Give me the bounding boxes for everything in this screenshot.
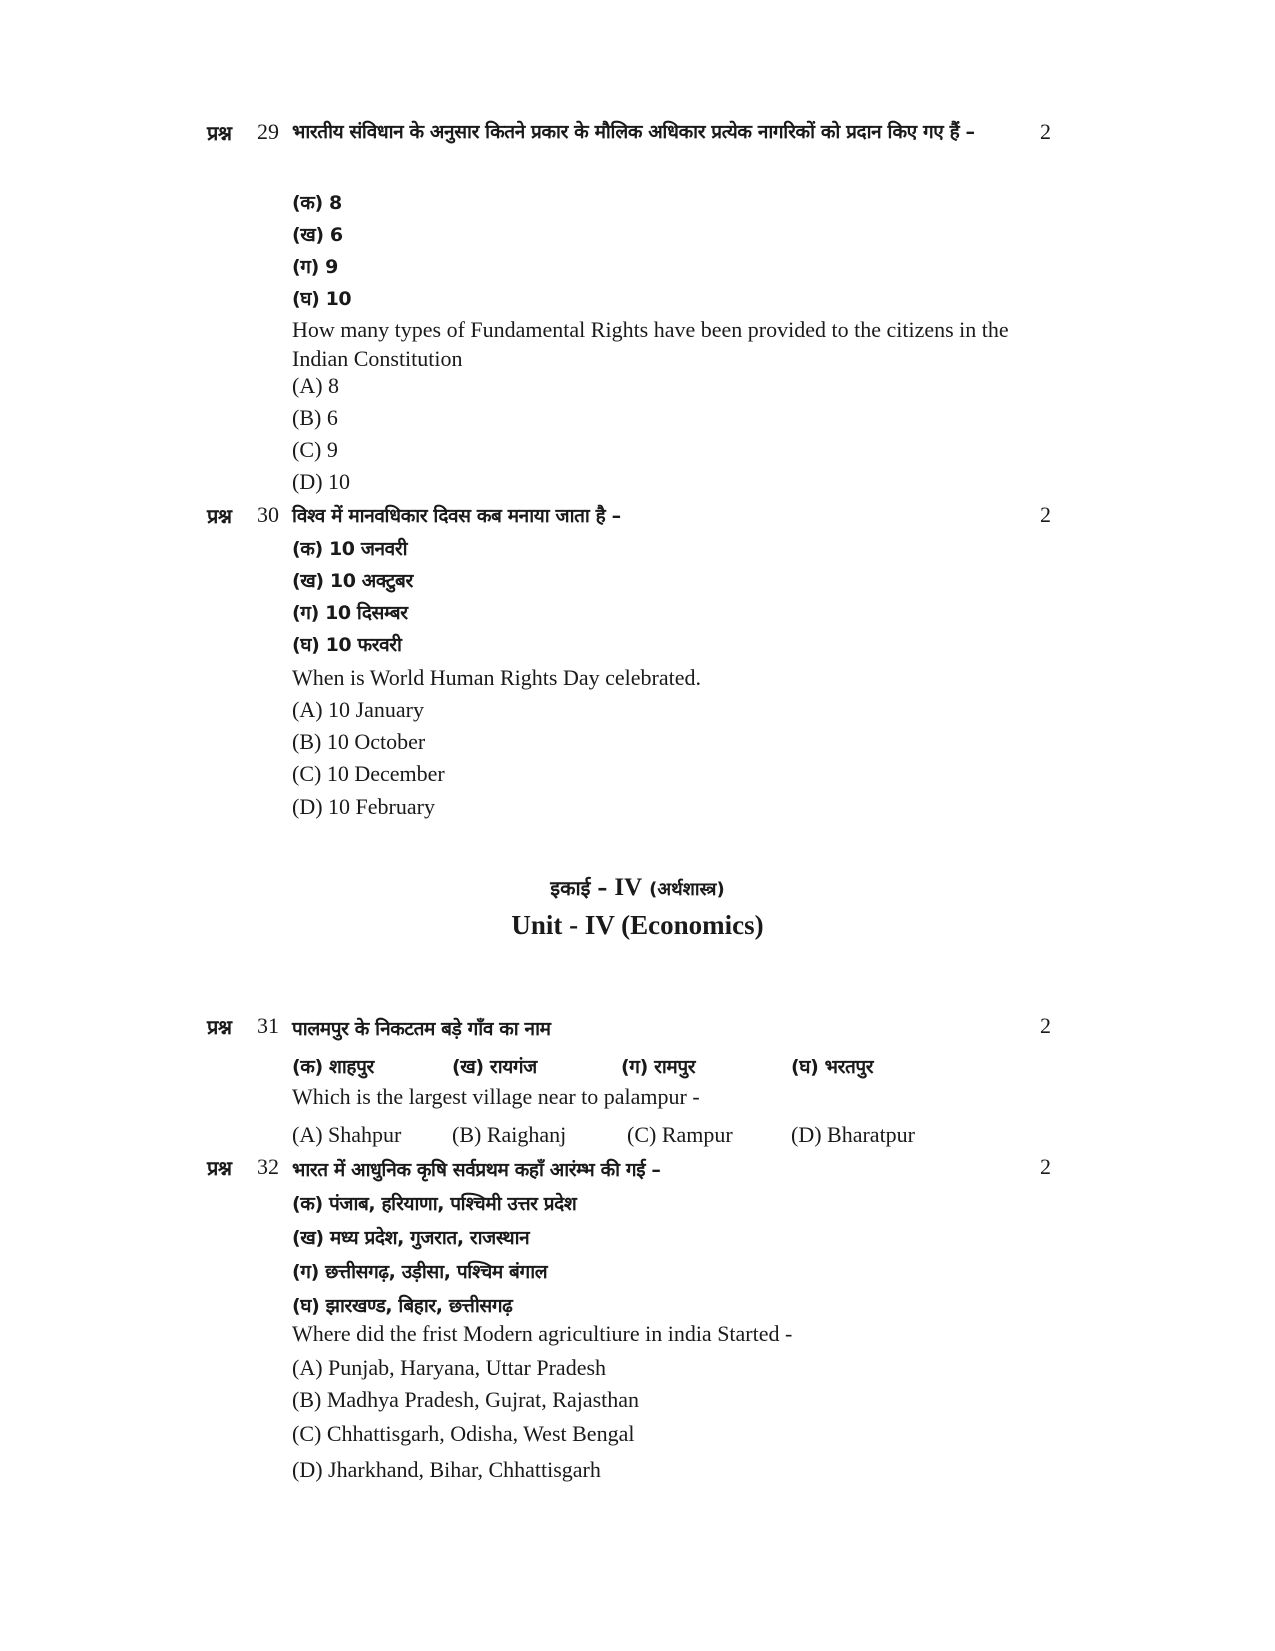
question-label: प्रश्न: [207, 1156, 232, 1180]
option-hindi: (ख) मध्य प्रदेश, गुजरात, राजस्थान: [292, 1227, 530, 1249]
question-text-english: Which is the largest village near to palampur -: [292, 1084, 700, 1109]
option-english: (C) 9: [292, 437, 338, 462]
option-english: (A) Shahpur: [292, 1122, 402, 1147]
option-english: (B) Madhya Pradesh, Gujrat, Rajasthan: [292, 1387, 640, 1412]
question-text-hindi: भारतीय संविधान के अनुसार कितने प्रकार के मौलिक अधिकार प्रत्येक नागरिकों को प्रदान किए गए हैं –: [292, 121, 975, 143]
option-english: (D) Bharatpur: [791, 1122, 916, 1147]
question-marks: 2: [1040, 1154, 1051, 1179]
option-hindi: (ख) रायगंज: [452, 1056, 537, 1078]
option-english: (D) Jharkhand, Bihar, Chhattisgarh: [292, 1457, 601, 1482]
option-hindi: (घ) 10: [292, 288, 352, 310]
question-label: प्रश्न: [207, 504, 232, 528]
question-text-english: Where did the frist Modern agricultiure in india Started -: [292, 1321, 793, 1346]
unit-roman-numeral: IV: [614, 874, 643, 901]
option-hindi: (ग) 10 दिसम्बर: [292, 602, 408, 624]
option-hindi: (ग) 9: [292, 256, 338, 278]
option-hindi: (ग) रामपुर: [621, 1056, 696, 1078]
option-english: (A) Punjab, Haryana, Uttar Pradesh: [292, 1355, 607, 1380]
question-number: 31: [257, 1013, 279, 1038]
question-text-hindi: भारत में आधुनिक कृषि सर्वप्रथम कहाँ आरंम्भ की गई –: [292, 1159, 661, 1181]
question-text-english: How many types of Fundamental Rights have been provided to the citizens in the Indian Constitution: [292, 317, 1009, 371]
unit-hindi-prefix: इकाई –: [550, 876, 608, 900]
question-marks: 2: [1040, 119, 1051, 144]
option-english: (A) 8: [292, 373, 340, 398]
question-text-hindi: पालमपुर के निकटतम बड़े गाँव का नाम: [292, 1018, 551, 1040]
option-english: (D) 10: [292, 469, 351, 494]
option-hindi: (क) 8: [292, 192, 342, 214]
question-text-english: When is World Human Rights Day celebrated.: [292, 665, 701, 690]
question-marks: 2: [1040, 1013, 1051, 1038]
option-english: (B) 6: [292, 405, 338, 430]
unit-hindi-suffix: (अर्थशास्त्र): [649, 879, 725, 900]
question-label: प्रश्न: [207, 121, 232, 145]
option-english: (C) Chhattisgarh, Odisha, West Bengal: [292, 1421, 635, 1446]
option-english: (B) Raighanj: [452, 1122, 567, 1147]
unit-heading-english: Unit - IV (Economics): [511, 910, 764, 940]
option-hindi: (घ) झारखण्ड, बिहार, छत्तीसगढ़: [292, 1295, 513, 1317]
option-hindi: (ख) 10 अक्टुबर: [292, 570, 413, 592]
option-hindi: (ग) छत्तीसगढ़, उड़ीसा, पश्चिम बंगाल: [292, 1261, 548, 1283]
option-english: (B) 10 October: [292, 729, 426, 754]
question-number: 30: [257, 502, 279, 527]
question-marks: 2: [1040, 502, 1051, 527]
question-number: 29: [257, 119, 279, 144]
option-hindi: (घ) 10 फरवरी: [292, 634, 402, 656]
option-hindi: (घ) भरतपुर: [791, 1056, 874, 1078]
option-english: (D) 10 February: [292, 794, 435, 819]
option-english: (A) 10 January: [292, 697, 424, 722]
option-hindi: (क) शाहपुर: [292, 1056, 374, 1078]
question-text-hindi: विश्व में मानवधिकार दिवस कब मनाया जाता है –: [292, 505, 621, 527]
option-english: (C) 10 December: [292, 761, 445, 786]
question-number: 32: [257, 1154, 279, 1179]
option-hindi: (क) पंजाब, हरियाणा, पश्चिमी उत्तर प्रदेश: [292, 1193, 577, 1215]
option-english: (C) Rampur: [627, 1122, 733, 1147]
question-label: प्रश्न: [207, 1015, 232, 1039]
option-hindi: (ख) 6: [292, 224, 343, 246]
option-hindi: (क) 10 जनवरी: [292, 538, 408, 560]
unit-heading-hindi: [0, 874, 1275, 902]
